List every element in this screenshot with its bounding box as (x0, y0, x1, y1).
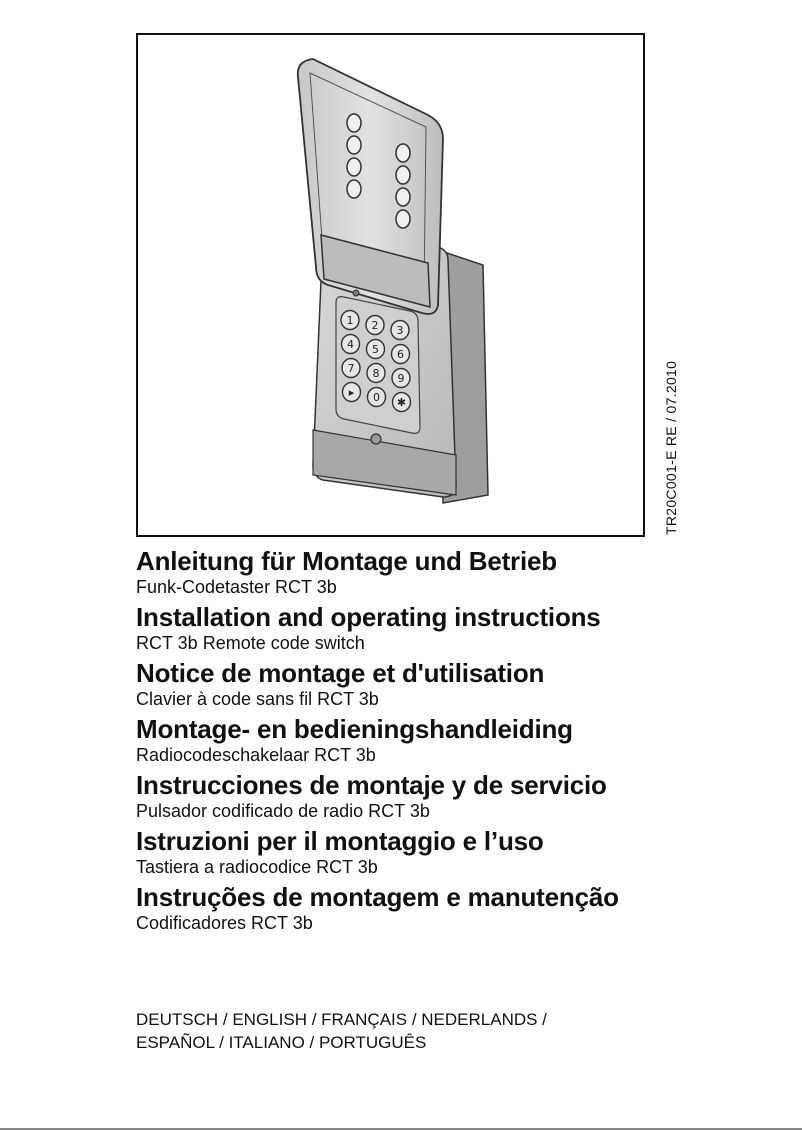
keypad-key (367, 340, 385, 359)
language-line-2: ESPAÑOL / ITALIANO / PORTUGUÊS (136, 1033, 427, 1052)
housing-screw (371, 434, 381, 444)
manual-titles (136, 546, 776, 938)
keypad-key-label: 1 (346, 314, 354, 327)
keypad-key (343, 383, 361, 402)
language-list (136, 1008, 547, 1054)
bottom-rule (0, 1128, 802, 1130)
keypad-key-label: 4 (347, 338, 354, 351)
product-illustration-frame (136, 33, 645, 537)
subtitle-pt: Codificadores RCT 3b (136, 913, 313, 933)
title-es: Instrucciones de montaje y de servicio (136, 770, 607, 800)
subtitle-fr: Clavier à code sans fil RCT 3b (136, 689, 379, 709)
subtitle-es: Pulsador codificado de radio RCT 3b (136, 801, 430, 821)
subtitle-en: RCT 3b Remote code switch (136, 633, 365, 653)
status-led (353, 290, 359, 296)
title-pt: Instruções de montagem e manutenção (136, 882, 619, 912)
keypad-key-label: 5 (372, 343, 379, 356)
keypad-key (366, 316, 384, 335)
keypad-key (392, 369, 410, 388)
title-de: Anleitung für Montage und Betrieb (136, 546, 557, 576)
title-fr: Notice de montage et d'utilisation (136, 658, 545, 688)
keypad-key-label: ▸ (348, 386, 355, 399)
keypad-key (368, 388, 386, 407)
keypad-key (367, 364, 385, 383)
keypad-key-label: 0 (373, 391, 380, 404)
title-it: Istruzioni per il montaggio e l’uso (136, 826, 544, 856)
keypad-key-label: 8 (372, 367, 380, 380)
keypad-device-illustration (138, 35, 643, 535)
title-nl: Montage- en bedieningshandleiding (136, 714, 573, 744)
keypad-key (392, 345, 410, 364)
subtitle-it: Tastiera a radiocodice RCT 3b (136, 857, 378, 877)
keypad-key (341, 311, 359, 330)
keypad-key-label: 2 (371, 319, 379, 332)
subtitle-de: Funk-Codetaster RCT 3b (136, 577, 337, 597)
language-line-1: DEUTSCH / ENGLISH / FRANÇAIS / NEDERLANDS / (136, 1010, 547, 1029)
document-code: TR20C001-E RE / 07.2010 (663, 360, 679, 535)
keypad-key-label: 9 (397, 372, 405, 385)
keypad-key (342, 335, 360, 354)
keypad-key (391, 321, 409, 340)
keypad-key-label: ✱ (396, 396, 407, 409)
keypad-key-label: 7 (347, 362, 355, 375)
keypad-key (342, 359, 360, 378)
keypad-key-label: 3 (396, 324, 404, 337)
title-en: Installation and operating instructions (136, 602, 601, 632)
keypad-key (393, 393, 411, 412)
keypad-key-label: 6 (397, 348, 404, 361)
subtitle-nl: Radiocodeschakelaar RCT 3b (136, 745, 376, 765)
